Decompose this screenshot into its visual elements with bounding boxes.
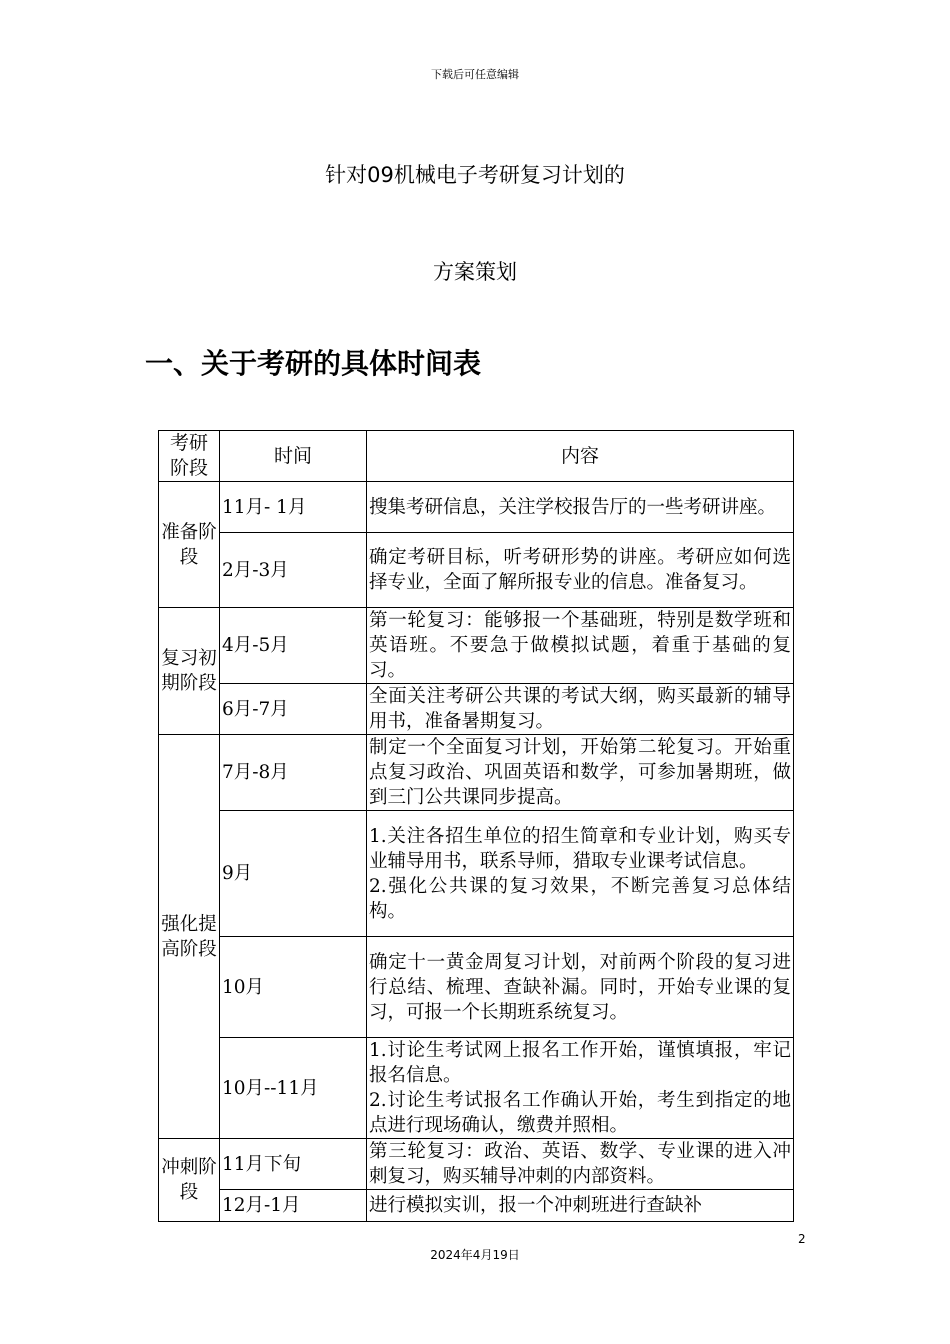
content-cell bbox=[367, 1190, 794, 1222]
content-cell bbox=[367, 1038, 794, 1139]
time-cell: 7月-8月 bbox=[220, 735, 367, 811]
schedule-table bbox=[158, 430, 794, 1222]
content-text: 第一轮复习：能够报一个基础班，特别是数学班和英语班。不要急于做模拟试题，着重于基础的复习。 bbox=[369, 610, 791, 681]
content-text: 2.强化公共课的复习效果，不断完善复习总体结构。 bbox=[369, 875, 791, 922]
content-text: 确定十一黄金周复习计划，对前两个阶段的复习进行总结、梳理、查缺补漏。同时，开始专业课的复习，可报一个长期班系统复习。 bbox=[369, 951, 791, 1023]
content-text: 第三轮复习：政治、英语、数学、专业课的进入冲刺复习，购买辅导冲刺的内部资料。 bbox=[369, 1141, 791, 1187]
page-number: 2 bbox=[798, 1232, 806, 1246]
column-header-content: 内容 bbox=[367, 431, 794, 482]
time-cell: 9月 bbox=[220, 811, 367, 937]
table-row bbox=[159, 608, 794, 684]
column-header-time: 时间 bbox=[220, 431, 367, 482]
content-cell bbox=[367, 735, 794, 811]
table-row bbox=[159, 533, 794, 608]
content-cell bbox=[367, 608, 794, 684]
time-cell: 10月--11月 bbox=[220, 1038, 367, 1139]
table-row bbox=[159, 1038, 794, 1139]
time-cell: 4月-5月 bbox=[220, 608, 367, 684]
footer-date: 2024年4月19日 bbox=[430, 1248, 520, 1262]
content-cell bbox=[367, 937, 794, 1038]
content-text: 搜集考研信息，关注学校报告厅的一些考研讲座。 bbox=[369, 496, 777, 518]
table-row bbox=[159, 811, 794, 937]
time-cell: 11月- 1月 bbox=[220, 482, 367, 533]
content-text: 制定一个全面复习计划，开始第二轮复习。开始重点复习政治、巩固英语和数学，可参加暑期班，做到三门公共课同步提高。 bbox=[369, 737, 791, 808]
time-cell: 12月-1月 bbox=[220, 1190, 367, 1222]
content-cell bbox=[367, 533, 794, 608]
content-cell bbox=[367, 482, 794, 533]
content-text: 2.讨论生考试报名工作确认开始，考生到指定的地点进行现场确认，缴费并照相。 bbox=[369, 1090, 791, 1136]
time-cell: 10月 bbox=[220, 937, 367, 1038]
time-cell: 6月-7月 bbox=[220, 684, 367, 735]
table-row bbox=[159, 735, 794, 811]
content-text: 1.讨论生考试网上报名工作开始，谨慎填报，牢记报名信息。 bbox=[369, 1040, 791, 1086]
table-header-row bbox=[159, 431, 794, 482]
document-title-line2: 方案策划 bbox=[433, 260, 517, 284]
content-cell bbox=[367, 684, 794, 735]
stage-cell-early: 复习初期阶段 bbox=[159, 608, 220, 735]
stage-cell-prep: 准备阶段 bbox=[159, 482, 220, 608]
section-heading: 一、关于考研的具体时间表 bbox=[145, 347, 482, 380]
table-row bbox=[159, 1190, 794, 1222]
stage-cell-intensive: 强化提高阶段 bbox=[159, 735, 220, 1139]
table-row bbox=[159, 684, 794, 735]
document-title-line1: 针对09机械电子考研复习计划的 bbox=[325, 163, 625, 187]
header-note: 下载后可任意编辑 bbox=[431, 68, 519, 81]
content-text: 进行模拟实训，报一个冲刺班进行查缺补 bbox=[369, 1195, 703, 1216]
content-cell bbox=[367, 811, 794, 937]
content-text: 确定考研目标，听考研形势的讲座。考研应如何选择专业，全面了解所报专业的信息。准备复习。 bbox=[369, 547, 791, 593]
content-text: 全面关注考研公共课的考试大纲，购买最新的辅导用书，准备暑期复习。 bbox=[369, 686, 791, 732]
table-row bbox=[159, 482, 794, 533]
content-cell bbox=[367, 1139, 794, 1190]
stage-cell-sprint: 冲刺阶段 bbox=[159, 1139, 220, 1222]
table-row bbox=[159, 1139, 794, 1190]
content-text: 1.关注各招生单位的招生简章和专业计划，购买专业辅导用书，联系导师，猎取专业课考试信息。 bbox=[369, 825, 791, 872]
column-header-stage: 考研阶段 bbox=[159, 431, 220, 482]
time-cell: 11月下旬 bbox=[220, 1139, 367, 1190]
table-row bbox=[159, 937, 794, 1038]
time-cell: 2月-3月 bbox=[220, 533, 367, 608]
